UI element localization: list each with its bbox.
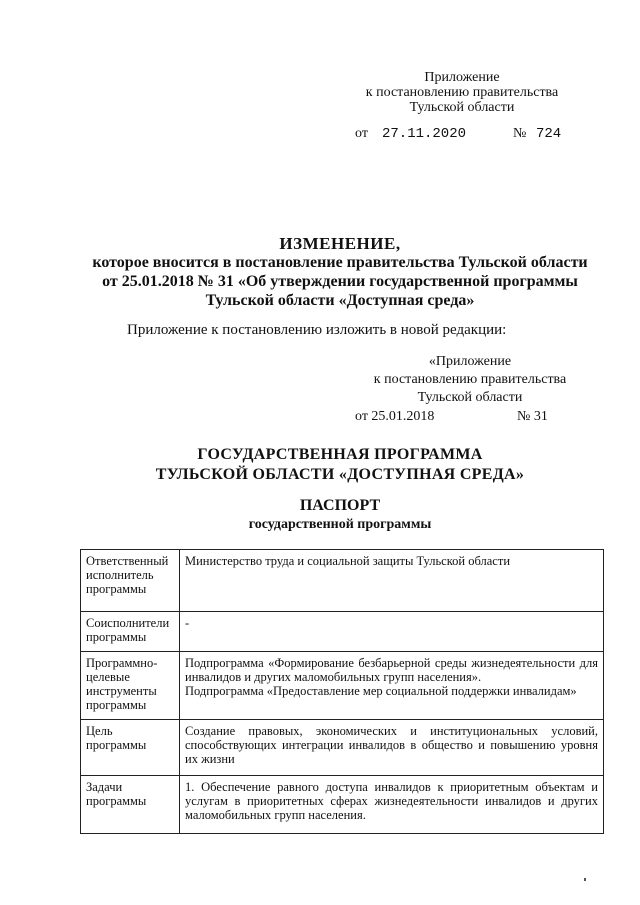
program-title: [90, 445, 590, 485]
annex-date: от 25.01.2018: [355, 409, 435, 424]
row-label: Задачи программы: [81, 776, 180, 834]
annex-line: «Приложение: [428, 354, 512, 369]
document-title: [80, 234, 600, 310]
row-value: Подпрограмма «Формирование безбарьерной среды жизнедеятельности для инвалидов и других маломобильных групп населения». Подпрограмма «Предоставление мер социальной поддержки инвалидам»: [180, 652, 604, 720]
annex-block: [330, 353, 610, 407]
annex-number: № 31: [517, 409, 548, 424]
row-label: Цель программы: [81, 720, 180, 776]
approval-line: Приложение: [424, 70, 500, 85]
row-value: -: [180, 612, 604, 652]
row-label: Программно-целевые инструменты программы: [81, 652, 180, 720]
passport-title: [90, 496, 590, 534]
table-row: [81, 652, 604, 720]
row-value: Создание правовых, экономических и институциональных условий, способствующих интеграции инвалидов в общество и повышению уровня их жизни: [180, 720, 604, 776]
number-value: 724: [536, 126, 562, 142]
row-value: Министерство труда и социальной защиты Тульской области: [180, 550, 604, 612]
date-prefix: от: [355, 126, 368, 141]
program-title-line: ГОСУДАРСТВЕННАЯ ПРОГРАММА: [197, 446, 483, 463]
title-line: которое вносится в постановление правительства Тульской области: [92, 254, 588, 271]
intro-text: Приложение к постановлению изложить в новой редакции:: [127, 322, 507, 338]
table-row: [81, 612, 604, 652]
row-label: Ответственный исполнитель программы: [81, 550, 180, 612]
table-row: [81, 776, 604, 834]
approval-block: [340, 70, 584, 115]
approval-line: к постановлению правительства: [365, 85, 559, 100]
title-line: от 25.01.2018 № 31 «Об утверждении государственной программы: [102, 273, 578, 290]
row-value: 1. Обеспечение равного доступа инвалидов к приоритетным объектам и услугам в приоритетных сферах жизнедеятельности инвалидов и других маломобильных групп населения.: [180, 776, 604, 834]
number-prefix: №: [513, 126, 527, 141]
passport-subheading: государственной программы: [248, 517, 432, 532]
annex-line: Тульской области: [417, 390, 523, 405]
approval-line: Тульской области: [409, 100, 515, 115]
row-label: Соисполнители программы: [81, 612, 180, 652]
scan-mark: [584, 878, 586, 881]
table-row: [81, 550, 604, 612]
program-title-line: ТУЛЬСКОЙ ОБЛАСТИ «ДОСТУПНАЯ СРЕДА»: [155, 466, 525, 483]
title-heading: ИЗМЕНЕНИЕ,: [279, 234, 401, 253]
date-value: 27.11.2020: [382, 126, 467, 142]
passport-heading: ПАСПОРТ: [299, 497, 381, 514]
table-row: [81, 720, 604, 776]
annex-line: к постановлению правительства: [373, 372, 567, 387]
title-line: Тульской области «Доступная среда»: [205, 292, 475, 309]
passport-table: [80, 549, 604, 834]
